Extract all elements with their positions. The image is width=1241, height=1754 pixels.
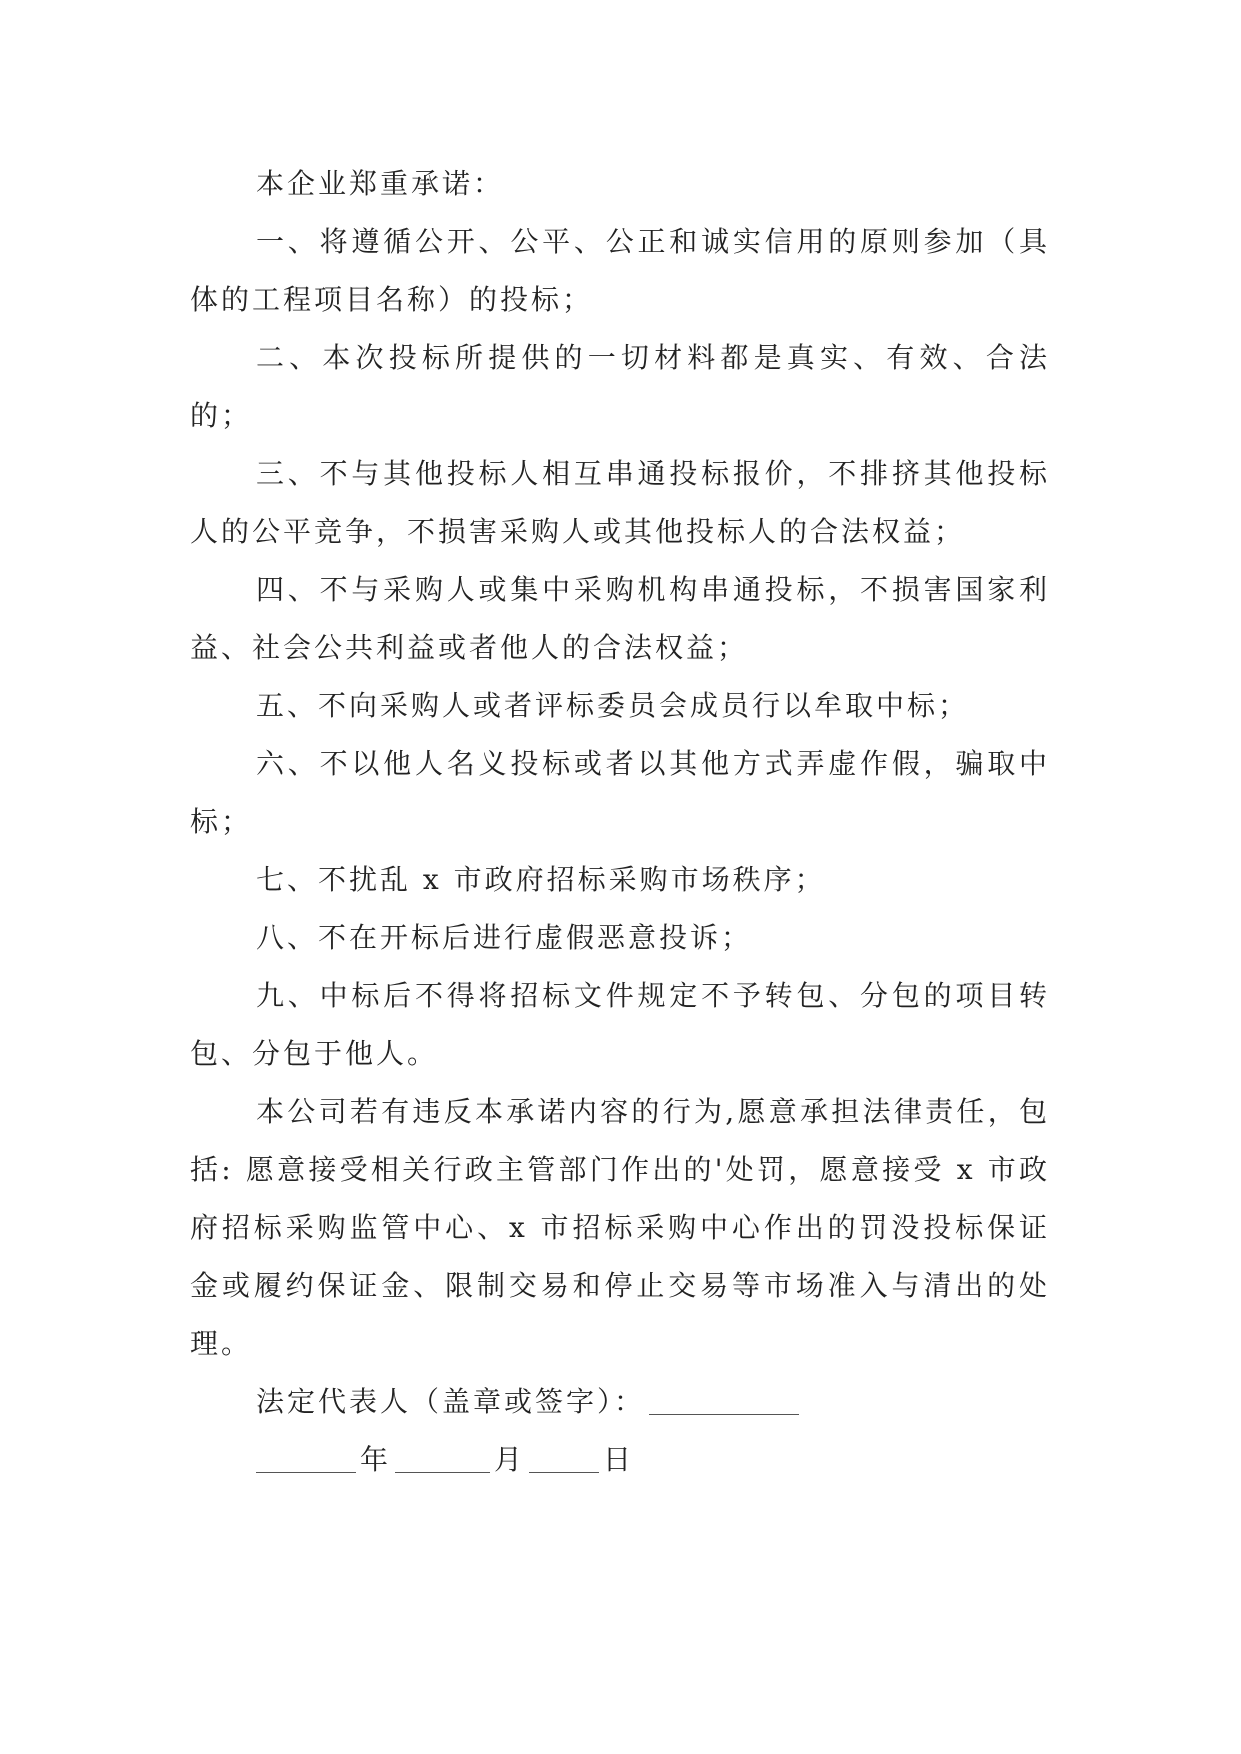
signature-blank[interactable] (649, 1384, 799, 1415)
commitment-item-1: 一、将遵循公开、公平、公正和诚实信用的原则参加（具体的工程项目名称）的投标； (190, 225, 1050, 316)
intro-paragraph: 本企业郑重承诺： (256, 167, 505, 200)
day-blank[interactable] (529, 1442, 599, 1473)
commitment-item-8: 八、不在开标后进行虚假恶意投诉； (256, 921, 753, 954)
commitment-item-4: 四、不与采购人或集中采购机构串通投标，不损害国家利益、社会公共利益或者他人的合法权益； (190, 573, 1050, 664)
signature-label: 法定代表人（盖章或签字）： (256, 1385, 646, 1418)
liability-paragraph: 本公司若有违反本承诺内容的行为,愿意承担法律责任，包括: 愿意接受相关行政主管部门作出的'处罚，愿意接受 x 市政府招标采购监管中心、x 市招标采购中心作出的罚没投标保证金或履约保证金、限制交易和停止交易等市场准入与清出的处理。 (190, 1095, 1050, 1360)
commitment-item-6: 六、不以他人名义投标或者以其他方式弄虚作假，骗取中标； (190, 747, 1050, 838)
signature-line (190, 1373, 1050, 1431)
commitment-item-3: 三、不与其他投标人相互串通投标报价，不排挤其他投标人的公平竞争，不损害采购人或其他投标人的合法权益； (190, 457, 1050, 548)
year-label: 年 (360, 1443, 392, 1476)
commitment-item-2: 二、本次投标所提供的一切材料都是真实、有效、合法的； (190, 341, 1050, 432)
month-label: 月 (494, 1443, 526, 1476)
commitment-item-5: 五、不向采购人或者评标委员会成员行以牟取中标； (256, 689, 970, 722)
day-label: 日 (603, 1443, 635, 1476)
commitment-item-7: 七、不扰乱 x 市政府招标采购市场秩序； (256, 863, 826, 896)
year-blank[interactable] (256, 1442, 356, 1473)
date-line (190, 1431, 1050, 1489)
month-blank[interactable] (395, 1442, 490, 1473)
commitment-item-9: 九、中标后不得将招标文件规定不予转包、分包的项目转包、分包于他人。 (190, 979, 1050, 1070)
document-body (190, 155, 1050, 1489)
